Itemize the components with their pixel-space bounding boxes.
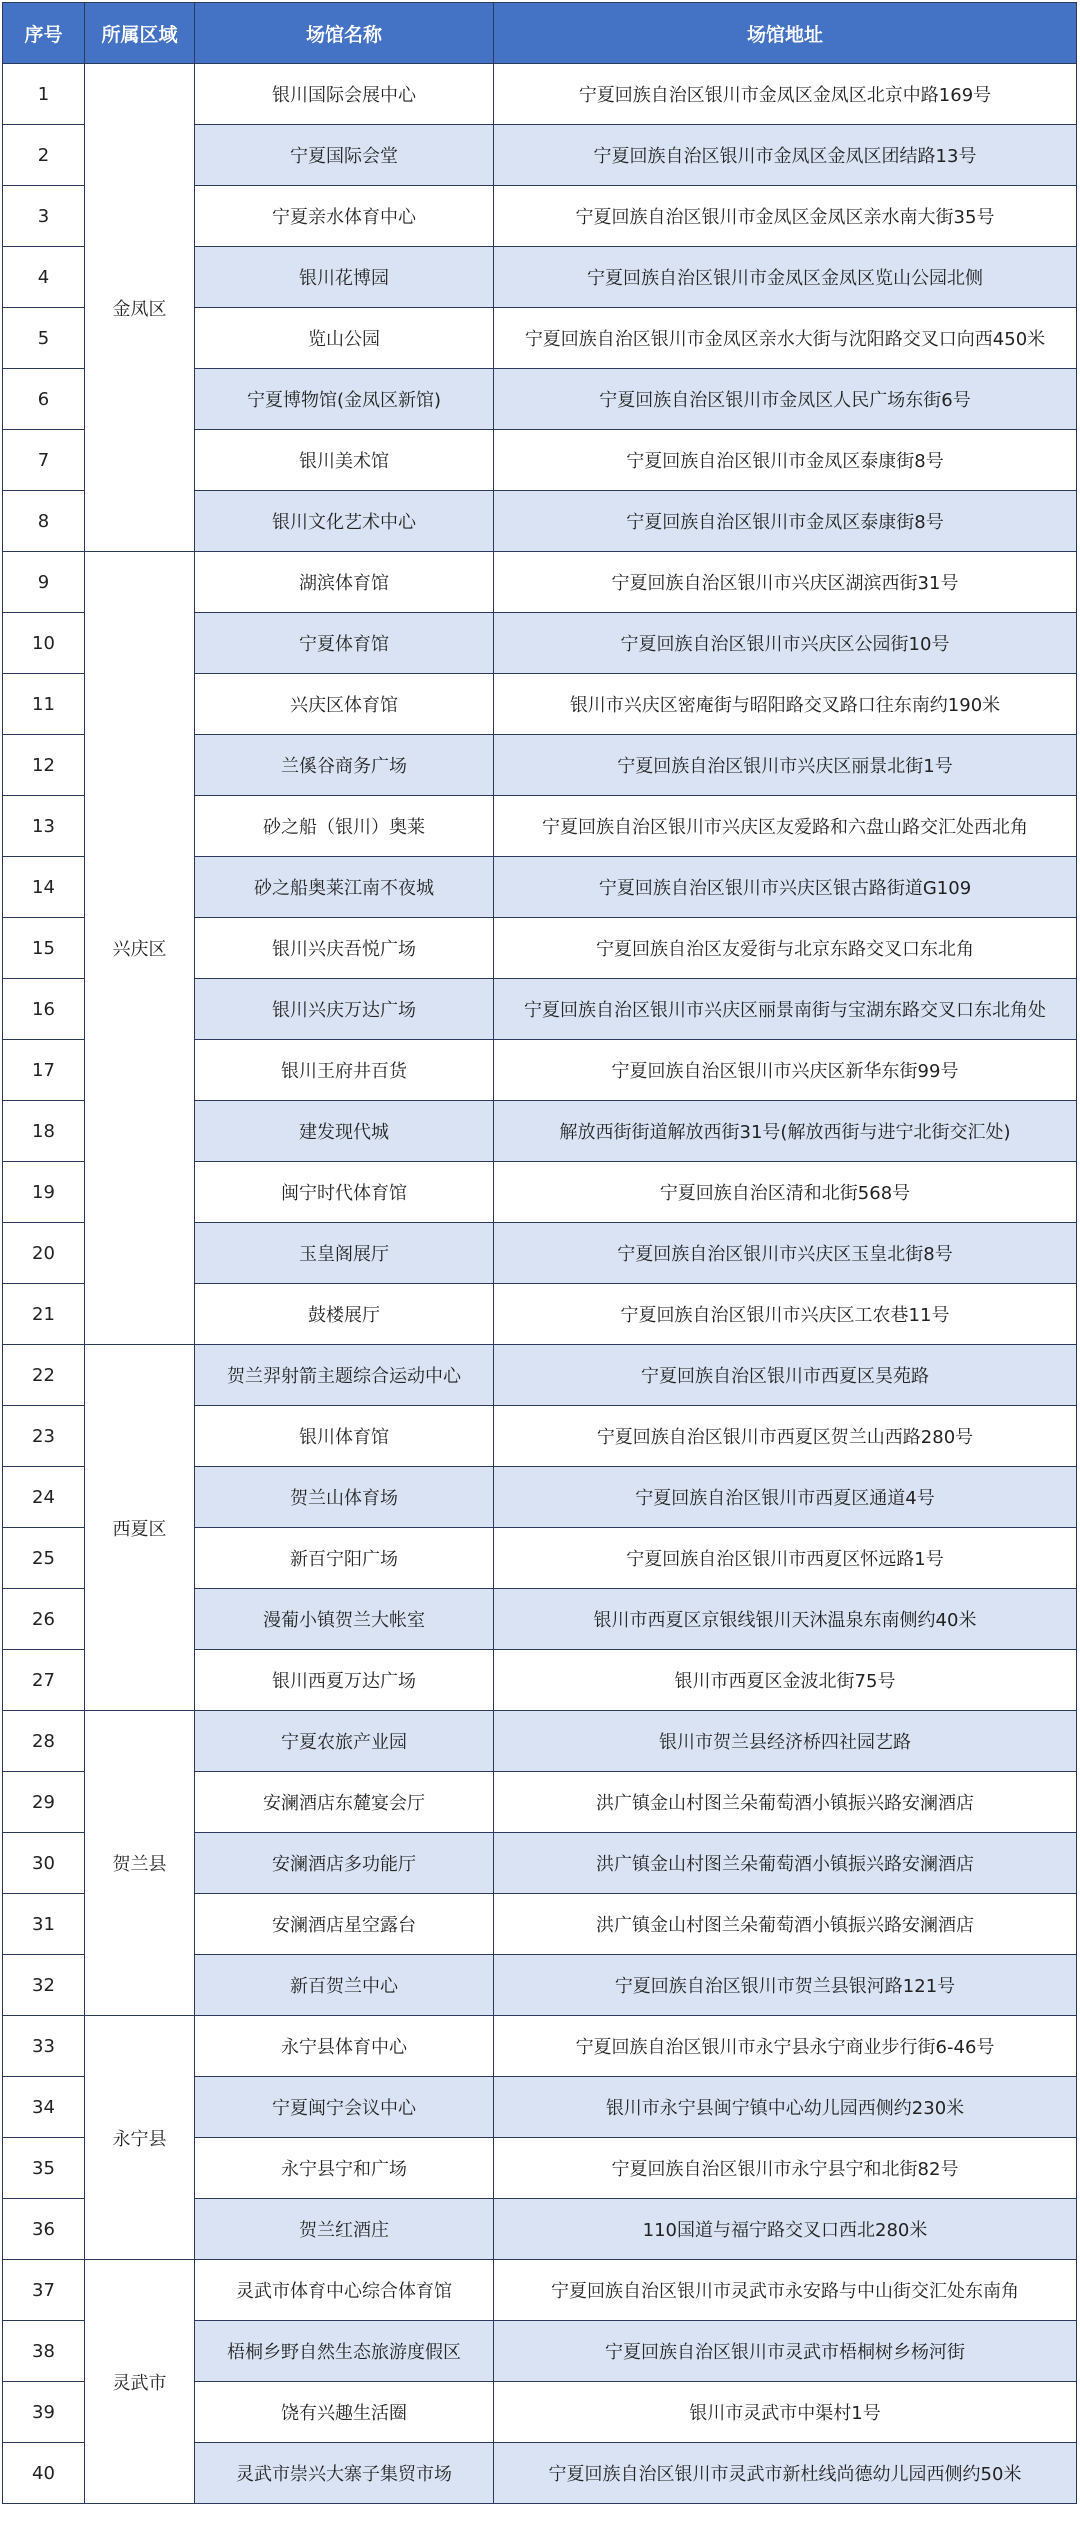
venue-address: 宁夏回族自治区银川市兴庆区湖滨西街31号 (494, 552, 1077, 613)
venue-name: 银川花博园 (195, 247, 494, 308)
venue-name: 玉皇阁展厅 (195, 1223, 494, 1284)
row-seq: 18 (3, 1101, 85, 1162)
row-seq: 6 (3, 369, 85, 430)
venue-name: 贺兰羿射箭主题综合运动中心 (195, 1345, 494, 1406)
venue-address: 解放西街街道解放西街31号(解放西街与进宁北街交汇处) (494, 1101, 1077, 1162)
venue-name: 贺兰山体育场 (195, 1467, 494, 1528)
venue-address: 洪广镇金山村图兰朵葡萄酒小镇振兴路安澜酒店 (494, 1894, 1077, 1955)
row-seq: 36 (3, 2199, 85, 2260)
venue-name: 灵武市崇兴大寨子集贸市场 (195, 2443, 494, 2504)
venue-address: 宁夏回族自治区银川市金凤区金凤区亲水南大街35号 (494, 186, 1077, 247)
row-seq: 32 (3, 1955, 85, 2016)
row-seq: 25 (3, 1528, 85, 1589)
header-address: 场馆地址 (494, 3, 1077, 64)
district-cell: 贺兰县 (85, 1711, 195, 2016)
venue-address: 宁夏回族自治区银川市金凤区泰康街8号 (494, 491, 1077, 552)
venue-name: 宁夏亲水体育中心 (195, 186, 494, 247)
row-seq: 26 (3, 1589, 85, 1650)
row-seq: 4 (3, 247, 85, 308)
venue-name: 饶有兴趣生活圈 (195, 2382, 494, 2443)
district-cell: 西夏区 (85, 1345, 195, 1711)
row-seq: 2 (3, 125, 85, 186)
header-row (3, 3, 1077, 64)
row-seq: 28 (3, 1711, 85, 1772)
row-seq: 10 (3, 613, 85, 674)
table-row (3, 2016, 1077, 2077)
table-header (3, 3, 1077, 64)
venue-address: 宁夏回族自治区银川市灵武市梧桐树乡杨河街 (494, 2321, 1077, 2382)
row-seq: 20 (3, 1223, 85, 1284)
venue-name: 宁夏农旅产业园 (195, 1711, 494, 1772)
venue-address: 宁夏回族自治区银川市兴庆区丽景南街与宝湖东路交叉口东北角处 (494, 979, 1077, 1040)
row-seq: 5 (3, 308, 85, 369)
district-cell: 兴庆区 (85, 552, 195, 1345)
venue-address: 宁夏回族自治区银川市灵武市永安路与中山街交汇处东南角 (494, 2260, 1077, 2321)
venue-address: 宁夏回族自治区友爱街与北京东路交叉口东北角 (494, 918, 1077, 979)
row-seq: 9 (3, 552, 85, 613)
row-seq: 35 (3, 2138, 85, 2199)
venue-address: 洪广镇金山村图兰朵葡萄酒小镇振兴路安澜酒店 (494, 1833, 1077, 1894)
venue-address: 宁夏回族自治区银川市兴庆区玉皇北街8号 (494, 1223, 1077, 1284)
venue-name: 梧桐乡野自然生态旅游度假区 (195, 2321, 494, 2382)
venue-name: 漫葡小镇贺兰大帐室 (195, 1589, 494, 1650)
row-seq: 19 (3, 1162, 85, 1223)
row-seq: 40 (3, 2443, 85, 2504)
table-body (3, 64, 1077, 2504)
venue-address: 银川市西夏区金波北街75号 (494, 1650, 1077, 1711)
venue-name: 览山公园 (195, 308, 494, 369)
venue-address: 银川市兴庆区密庵街与昭阳路交叉路口往东南约190米 (494, 674, 1077, 735)
venue-name: 银川王府井百货 (195, 1040, 494, 1101)
row-seq: 14 (3, 857, 85, 918)
row-seq: 23 (3, 1406, 85, 1467)
row-seq: 24 (3, 1467, 85, 1528)
venue-name: 灵武市体育中心综合体育馆 (195, 2260, 494, 2321)
venue-name: 砂之船（银川）奥莱 (195, 796, 494, 857)
venue-address: 宁夏回族自治区银川市金凤区泰康街8号 (494, 430, 1077, 491)
venue-address: 宁夏回族自治区银川市兴庆区公园街10号 (494, 613, 1077, 674)
row-seq: 15 (3, 918, 85, 979)
row-seq: 39 (3, 2382, 85, 2443)
venue-address: 宁夏回族自治区银川市金凤区亲水大街与沈阳路交叉口向西450米 (494, 308, 1077, 369)
venue-address: 宁夏回族自治区银川市贺兰县银河路121号 (494, 1955, 1077, 2016)
venue-name: 安澜酒店星空露台 (195, 1894, 494, 1955)
venue-name: 银川文化艺术中心 (195, 491, 494, 552)
venue-name: 银川兴庆万达广场 (195, 979, 494, 1040)
district-cell: 灵武市 (85, 2260, 195, 2504)
venue-address: 宁夏回族自治区银川市金凤区金凤区览山公园北侧 (494, 247, 1077, 308)
venue-name: 永宁县宁和广场 (195, 2138, 494, 2199)
venue-address: 宁夏回族自治区银川市西夏区通道4号 (494, 1467, 1077, 1528)
row-seq: 1 (3, 64, 85, 125)
venue-address: 宁夏回族自治区银川市永宁县永宁商业步行街6-46号 (494, 2016, 1077, 2077)
venue-name: 砂之船奥莱江南不夜城 (195, 857, 494, 918)
row-seq: 38 (3, 2321, 85, 2382)
venue-name: 银川体育馆 (195, 1406, 494, 1467)
venue-name: 闽宁时代体育馆 (195, 1162, 494, 1223)
header-venue: 场馆名称 (195, 3, 494, 64)
venue-name: 银川美术馆 (195, 430, 494, 491)
table-row (3, 64, 1077, 125)
table-row (3, 1345, 1077, 1406)
venue-name: 银川西夏万达广场 (195, 1650, 494, 1711)
row-seq: 3 (3, 186, 85, 247)
venue-name: 鼓楼展厅 (195, 1284, 494, 1345)
row-seq: 21 (3, 1284, 85, 1345)
venue-address: 银川市灵武市中渠村1号 (494, 2382, 1077, 2443)
venue-name: 银川兴庆吾悦广场 (195, 918, 494, 979)
venue-name: 宁夏国际会堂 (195, 125, 494, 186)
row-seq: 16 (3, 979, 85, 1040)
venue-name: 兰傒谷商务广场 (195, 735, 494, 796)
venue-address: 宁夏回族自治区银川市兴庆区银古路街道G109 (494, 857, 1077, 918)
venue-address: 宁夏回族自治区银川市兴庆区丽景北街1号 (494, 735, 1077, 796)
venue-name: 建发现代城 (195, 1101, 494, 1162)
venue-name: 永宁县体育中心 (195, 2016, 494, 2077)
row-seq: 8 (3, 491, 85, 552)
venue-address: 银川市贺兰县经济桥四社园艺路 (494, 1711, 1077, 1772)
venue-address: 宁夏回族自治区银川市兴庆区工农巷11号 (494, 1284, 1077, 1345)
row-seq: 30 (3, 1833, 85, 1894)
venue-address: 宁夏回族自治区银川市金凤区金凤区团结路13号 (494, 125, 1077, 186)
venue-address: 宁夏回族自治区银川市西夏区怀远路1号 (494, 1528, 1077, 1589)
venue-name: 安澜酒店东麓宴会厅 (195, 1772, 494, 1833)
row-seq: 34 (3, 2077, 85, 2138)
venue-address: 宁夏回族自治区清和北街568号 (494, 1162, 1077, 1223)
row-seq: 37 (3, 2260, 85, 2321)
venue-name: 宁夏体育馆 (195, 613, 494, 674)
venue-address: 宁夏回族自治区银川市金凤区人民广场东街6号 (494, 369, 1077, 430)
header-district: 所属区域 (85, 3, 195, 64)
row-seq: 31 (3, 1894, 85, 1955)
district-cell: 永宁县 (85, 2016, 195, 2260)
venue-address: 宁夏回族自治区银川市西夏区贺兰山西路280号 (494, 1406, 1077, 1467)
row-seq: 11 (3, 674, 85, 735)
venue-address: 宁夏回族自治区银川市兴庆区新华东街99号 (494, 1040, 1077, 1101)
venue-address: 宁夏回族自治区银川市灵武市新杜线尚德幼儿园西侧约50米 (494, 2443, 1077, 2504)
district-cell: 金凤区 (85, 64, 195, 552)
venue-name: 贺兰红酒庄 (195, 2199, 494, 2260)
table-row (3, 1711, 1077, 1772)
venue-address: 宁夏回族自治区银川市西夏区昊苑路 (494, 1345, 1077, 1406)
venue-name: 宁夏闽宁会议中心 (195, 2077, 494, 2138)
venue-address: 银川市西夏区京银线银川天沐温泉东南侧约40米 (494, 1589, 1077, 1650)
venue-table (2, 2, 1077, 2504)
row-seq: 13 (3, 796, 85, 857)
venue-name: 新百贺兰中心 (195, 1955, 494, 2016)
row-seq: 33 (3, 2016, 85, 2077)
venue-address: 银川市永宁县闽宁镇中心幼儿园西侧约230米 (494, 2077, 1077, 2138)
venue-address: 宁夏回族自治区银川市永宁县宁和北街82号 (494, 2138, 1077, 2199)
table-row (3, 552, 1077, 613)
venue-name: 兴庆区体育馆 (195, 674, 494, 735)
table-row (3, 2260, 1077, 2321)
venue-address: 宁夏回族自治区银川市兴庆区友爱路和六盘山路交汇处西北角 (494, 796, 1077, 857)
row-seq: 22 (3, 1345, 85, 1406)
venue-name: 湖滨体育馆 (195, 552, 494, 613)
row-seq: 29 (3, 1772, 85, 1833)
venue-name: 宁夏博物馆(金凤区新馆) (195, 369, 494, 430)
header-seq: 序号 (3, 3, 85, 64)
venue-name: 新百宁阳广场 (195, 1528, 494, 1589)
venue-address: 宁夏回族自治区银川市金凤区金凤区北京中路169号 (494, 64, 1077, 125)
venue-name: 安澜酒店多功能厅 (195, 1833, 494, 1894)
venue-address: 洪广镇金山村图兰朵葡萄酒小镇振兴路安澜酒店 (494, 1772, 1077, 1833)
row-seq: 17 (3, 1040, 85, 1101)
row-seq: 27 (3, 1650, 85, 1711)
row-seq: 7 (3, 430, 85, 491)
row-seq: 12 (3, 735, 85, 796)
venue-address: 110国道与福宁路交叉口西北280米 (494, 2199, 1077, 2260)
venue-name: 银川国际会展中心 (195, 64, 494, 125)
